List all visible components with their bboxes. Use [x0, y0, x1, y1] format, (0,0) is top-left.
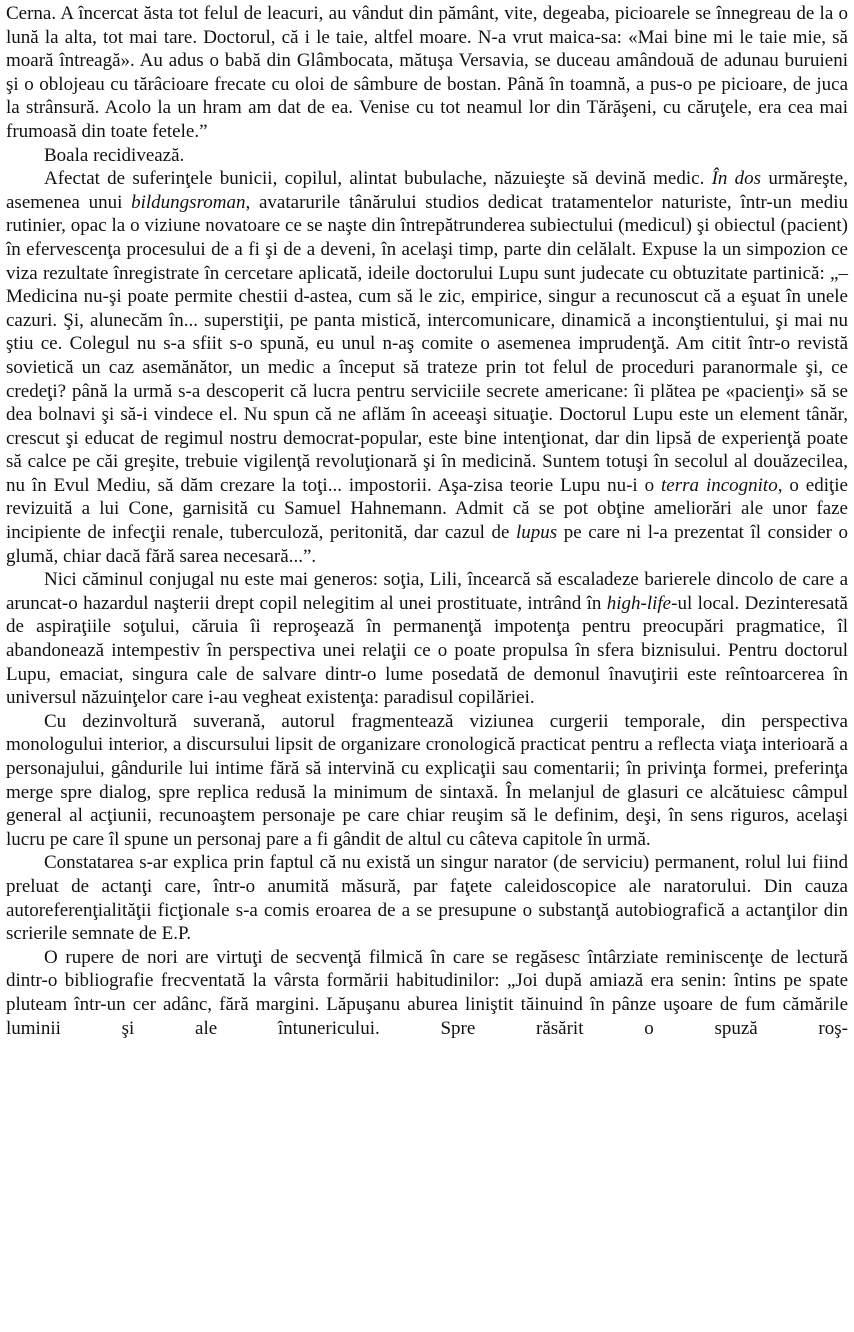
foreign-term-italic: lupus [515, 522, 558, 544]
paragraph-text: Nici căminul conjugal nu este mai generos: soţia, Lili, încearcă să escaladeze barierele dincolo de care a aruncat-o hazardul naşterii drept copil nelegitim al unei prostituate, intrând în [6, 569, 848, 614]
book-title-italic: În dos [711, 168, 762, 190]
paragraph-text: O rupere de nori are virtuţi de secvenţă filmică în care se regăsesc întârziate reminiscenţe de lectură dintr-o bibliografie frecventată la vârsta formării habitudinilor: „Joi după amiază era senin: întins pe spate pluteam într-un cer adânc, fără margini. Lăpuşanu aburea liniştit tăinuind în pânze uşoare de fum cămările luminii şi ale întunericului. Spre răsărit o spuză roş- [6, 946, 848, 1039]
paragraph-text: Constatarea s-ar explica prin faptul că nu există un singur narator (de serviciu) permanent, rolul lui fiind preluat de actanţi care, într-o anumită măsură, par faţete caleidoscopice ale naratorului. Din cauza autoreferenţialităţii ficţionale s-a comis eroarea de a se presupune o substanţă autobiografică a actanţilor din scrierile semnate de E.P. [6, 852, 848, 945]
paragraph-text: urmăreşte, asemenea unui [6, 168, 848, 213]
foreign-term-italic: terra incognito [661, 474, 778, 496]
paragraph-text: Cu dezinvoltură suverană, autorul fragmentează viziunea curgerii temporale, din perspectiva monologului interior, a discursului lipsit de organizare cronologică practicat pentru a reflecta viaţa interioară a personajului, gândurile lui intime fără să intervină cu explicaţii sau comentarii; în privinţa formei, preferinţa merge spre dialog, spre replica redusă la minimum de sintaxă. În melanjul de glasuri ce alcătuiesc câmpul general al acţiunii, recunoaştem personaje pe care chiar reuşim să le definim, deşi, în sens riguros, acelaşi lucru pe care îl spune un personaj pare a fi gândit de altul cu câteva capitole în urmă. [6, 710, 848, 850]
paragraph-text: Afectat de suferinţele bunicii, copilul, alintat bubulache, năzuieşte să devină medic. [44, 168, 712, 190]
foreign-term-italic: high-life [606, 592, 672, 614]
paragraph-text: -ul local. Dezinteresată de aspiraţiile soţului, căruia îi reproşează în permanenţă impotenţa pentru preocupări pragmatice, îl abandonează intempestiv în perspectiva unei relaţii ce o poate propulsa în sfera biznisului. Pentru doctorul Lupu, emaciat, singura cale de salvare dintr-o lume posedată de demonul înavuţirii este reîntoarcerea în universul năzuinţelor care i-au vegheat existenţa: paradisul copilăriei. [6, 592, 848, 709]
paragraph [6, 144, 848, 168]
paragraph-text: Cerna. A încercat ăsta tot felul de leacuri, au vândut din pământ, vite, degeaba, picioarele se înnegreau de la o lună la alta, tot mai tare. Doctorul, că i le taie, altfel moare. N-a vrut maica-sa: «Mai bine mi le taie mie, să moară întreagă». Au adus o babă din Glâmbocata, mătuşa Versavia, se duceau amândouă de adunau buruieni şi o oblojeau cu tărâcioare frecate cu oloi de sâmbure de bostan. Până în toamnă, a pus-o pe picioare, de juca la strânsură. Acolo la un hram am dat de ea. Venise cu tot neamul lor din Tărăşeni, cu căruţele, era cea mai frumoasă din toate fetele.” [6, 3, 848, 142]
paragraph [6, 167, 848, 568]
paragraph [6, 568, 848, 710]
paragraph [6, 2, 848, 144]
paragraph [6, 710, 848, 852]
paragraph-text: Boala recidivează. [44, 144, 185, 166]
paragraph [6, 946, 848, 1040]
paragraph-text: , avatarurile tânărului studios dedicat tratamentelor naturiste, într-un mediu rutinier, opac la o viziune novatoare ce se naşte din întrepătrunderea subiectului (medicul) şi obiectul (pacient) în efervescenţa procesului de a fi şi de a deveni, în acelaşi timp, parte din celălalt. Expuse la un simpozion ce viza rezultate înregistrate în cercetare aplicată, ideile doctorului Lupu sunt judecate cu obtuzitate partinică: „– Medicina nu-şi poate permite chestii d-astea, cum să le zic, empirice, singur a recunoscut că a eşuat în unele cazuri. Şi, alunecăm în... superstiţii, pe panta mistică, intercomunicare, dinamică a inconştientului, şi mai nu ştiu ce. Colegul nu s-a sfiit s-o spună, eu unul n-aş comite o asemenea imprudenţă. Am citit într-o revistă sovietică un caz asemănător, un medic a început să trateze prin tot felul de proceduri paranormale şi, ce credeţi? până la urmă s-a descoperit că lucra pentru serviciile secrete americane: îi plătea pe «pacienţi» să se dea bolnavi şi să-i vindece el. Nu spun că ne aflăm în aceeaşi situaţie. Doctorul Lupu este un element tânăr, crescut şi educat de regimul nostru democrat-popular, este bine intenţionat, dar din lipsă de experienţă poate să calce pe căi greşite, trebuie vigilenţă revoluţionară şi în medicină. Suntem totuşi în secolul al douăzecilea, nu în Evul Mediu, să dăm crezare la toţi... impostorii. Aşa-zisa teorie Lupu nu-i o [6, 191, 848, 496]
paragraph-text: pe care ni l-a prezentat îl consider o glumă, chiar dacă fără sarea necesară...”. [6, 522, 849, 567]
paragraph-text: , o ediţie revizuită a lui Cone, garnisită cu Samuel Hahnemann. Admit că se pot obţine ameliorări ale unor faze incipiente de infecţii renale, tuberculoză, peritonită, dar cazul de [6, 474, 848, 544]
foreign-term-italic: bildungsroman [131, 191, 246, 213]
paragraph [6, 851, 848, 945]
